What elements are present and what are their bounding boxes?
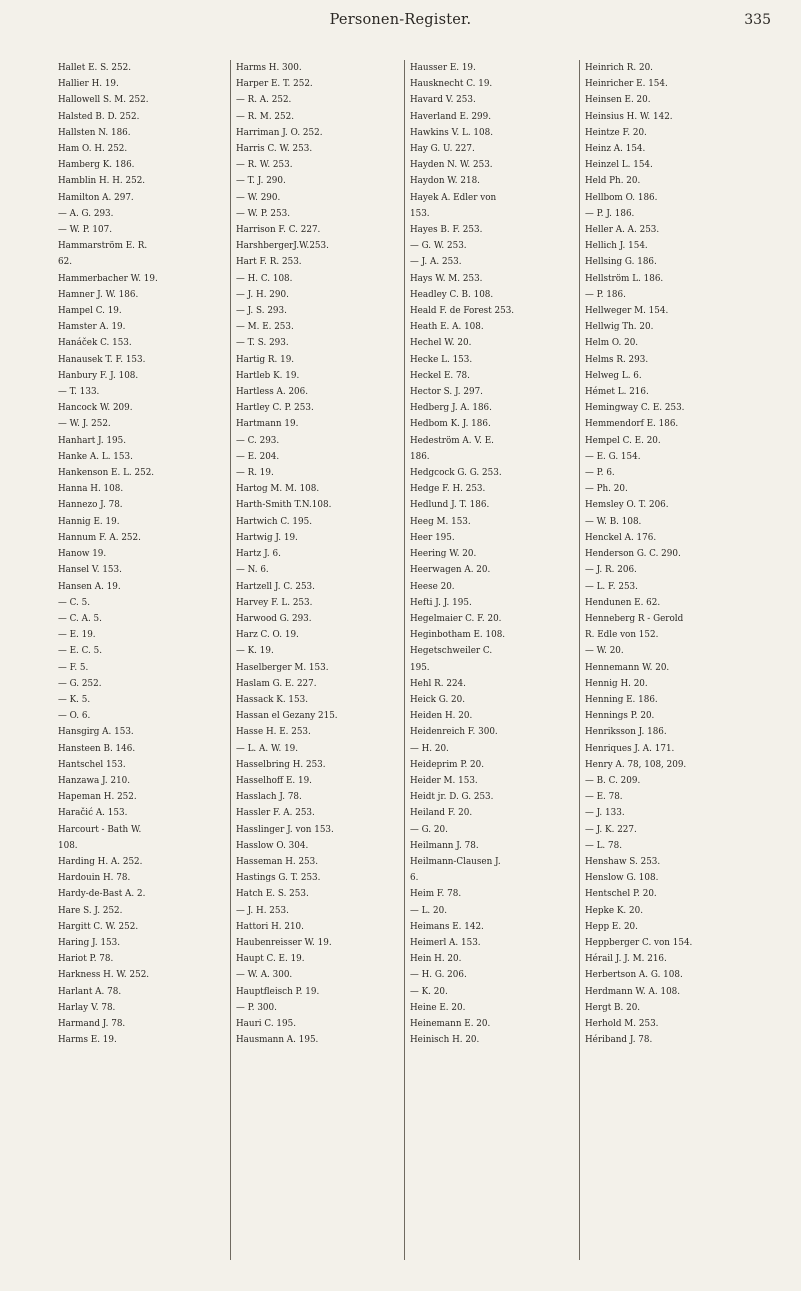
register-entry: Harriman J. O. 252. — [236, 127, 323, 138]
register-entry: Hellweger M. 154. — [585, 306, 669, 317]
register-column-1 — [58, 60, 230, 1260]
register-entry: Hasseman H. 253. — [236, 856, 319, 867]
register-entry: Hamilton A. 297. — [58, 192, 134, 203]
register-entry: — R. W. 253. — [236, 160, 293, 171]
register-entry: Hentschel P. 20. — [585, 889, 657, 900]
register-entry: — J. K. 227. — [585, 824, 637, 835]
register-column-3 — [404, 60, 579, 1260]
register-entry: — J. R. 206. — [585, 565, 637, 576]
register-entry: Hasselhoff E. 19. — [236, 775, 312, 786]
register-entry: — J. H. 290. — [236, 289, 289, 300]
register-entry: Harmand J. 78. — [58, 1018, 126, 1029]
register-entry: Hayden N. W. 253. — [410, 160, 493, 171]
register-entry: Heinisch H. 20. — [410, 1035, 480, 1046]
register-entry: — P. 6. — [585, 468, 615, 479]
register-entry: Headley C. B. 108. — [410, 289, 494, 300]
register-entry: Hellsing G. 186. — [585, 257, 657, 268]
register-entry: Helms R. 293. — [585, 354, 649, 365]
register-entry: — P. J. 186. — [585, 208, 635, 219]
register-entry: — K. 5. — [58, 694, 91, 705]
register-entry: Hegetschweiler C. — [410, 646, 493, 657]
register-entry: Heinricher E. 154. — [585, 79, 668, 90]
register-entry: Heidenreich F. 300. — [410, 727, 498, 738]
register-entry: Hedberg J. A. 186. — [410, 403, 492, 414]
register-entry: Hallet E. S. 252. — [58, 63, 131, 73]
register-entry: Heckel E. 78. — [410, 370, 470, 381]
register-entry: Halsted B. D. 252. — [58, 111, 140, 122]
register-entry: Hasse H. E. 253. — [236, 727, 311, 738]
register-entry: — R. A. 252. — [236, 95, 292, 106]
register-entry: Henry A. 78, 108, 209. — [585, 759, 687, 770]
register-entry: Herdmann W. A. 108. — [585, 986, 681, 997]
register-entry: 6. — [410, 873, 419, 884]
register-entry: — K. 19. — [236, 646, 274, 657]
register-entry: Hawkins V. L. 108. — [410, 127, 493, 138]
register-entry: Held Ph. 20. — [585, 176, 641, 187]
register-entry: Harper E. T. 252. — [236, 79, 313, 90]
register-entry: Hepp E. 20. — [585, 921, 638, 932]
register-entry: — R. M. 252. — [236, 111, 294, 122]
register-entry: Henneberg R - Gerold — [585, 613, 684, 624]
register-entry: Hanke A. L. 153. — [58, 451, 133, 462]
register-entry: — W. P. 253. — [236, 208, 291, 219]
register-entry: — J. S. 293. — [236, 306, 287, 317]
register-entry: Heer 195. — [410, 532, 455, 543]
register-entry: Hassler F. A. 253. — [236, 808, 315, 819]
register-entry: Hart F. R. 253. — [236, 257, 302, 268]
register-entry: Heinemann E. 20. — [410, 1018, 491, 1029]
register-entry: Ham O. H. 252. — [58, 144, 128, 155]
register-entry: Harz C. O. 19. — [236, 630, 299, 641]
register-entry: — K. 20. — [410, 986, 448, 997]
register-entry: Harwood G. 293. — [236, 613, 312, 624]
register-entry: Hémet L. 216. — [585, 387, 649, 398]
register-entry: Harvey F. L. 253. — [236, 597, 313, 608]
register-entry: Hennemann W. 20. — [585, 662, 670, 673]
register-entry: Hardouin H. 78. — [58, 873, 131, 884]
register-entry: Hartwig J. 19. — [236, 532, 298, 543]
register-entry: Hallier H. 19. — [58, 79, 119, 90]
register-entry: Haslam G. E. 227. — [236, 678, 317, 689]
register-entry: — H. C. 108. — [236, 273, 293, 284]
register-entry: — L. 78. — [585, 840, 623, 851]
register-entry: 195. — [410, 662, 430, 673]
register-entry: Hamster A. 19. — [58, 322, 126, 333]
register-entry: Hampel C. 19. — [58, 306, 122, 317]
register-entry: Hammarström E. R. — [58, 241, 148, 252]
register-entry: Hallowell S. M. 252. — [58, 95, 149, 106]
register-entry: — H. G. 206. — [410, 970, 467, 981]
register-entry: — E. 78. — [585, 792, 623, 803]
register-entry: Henriksson J. 186. — [585, 727, 667, 738]
register-entry: Harms E. 19. — [58, 1035, 117, 1046]
register-entry: — G. W. 253. — [410, 241, 467, 252]
register-entry: Henning E. 186. — [585, 694, 658, 705]
register-entry: Hanna H. 108. — [58, 484, 124, 495]
register-entry: Hardy-de-Bast A. 2. — [58, 889, 146, 900]
register-entry: Hedlund J. T. 186. — [410, 500, 490, 511]
register-entry: Hargitt C. W. 252. — [58, 921, 139, 932]
register-entry: Hammerbacher W. 19. — [58, 273, 158, 284]
register-entry: Hennig H. 20. — [585, 678, 648, 689]
register-entry: Heller A. A. 253. — [585, 225, 660, 236]
register-entry: — O. 6. — [58, 711, 91, 722]
register-entry: — M. E. 253. — [236, 322, 294, 333]
register-entry: Heintze F. 20. — [585, 127, 647, 138]
register-entry: 108. — [58, 840, 78, 851]
register-entry: Hartmann 19. — [236, 419, 299, 430]
register-entry: Haračić A. 153. — [58, 808, 128, 819]
register-entry: 62. — [58, 257, 72, 268]
register-entry: Hartzell J. C. 253. — [236, 581, 315, 592]
register-entry: Hays W. M. 253. — [410, 273, 483, 284]
register-entry: — P. 186. — [585, 289, 626, 300]
register-column-2 — [230, 60, 404, 1260]
register-entry: — T. 133. — [58, 387, 100, 398]
register-entry: — G. 252. — [58, 678, 102, 689]
register-entry: Heimerl A. 153. — [410, 937, 481, 948]
register-entry: — C. A. 5. — [58, 613, 102, 624]
register-entry: — H. 20. — [410, 743, 449, 754]
register-entry: Hausknecht C. 19. — [410, 79, 493, 90]
register-entry: Hancock W. 209. — [58, 403, 133, 414]
register-column-4 — [579, 60, 778, 1260]
register-entry: Hansteen B. 146. — [58, 743, 136, 754]
register-entry: Hausmann A. 195. — [236, 1035, 319, 1046]
register-entry: Heering W. 20. — [410, 549, 477, 560]
register-entry: Heeg M. 153. — [410, 516, 471, 527]
page-header-title: Personen-Register. — [329, 12, 472, 28]
register-entry: Hepke K. 20. — [585, 905, 643, 916]
register-entry: — C. 5. — [58, 597, 90, 608]
register-entry: Hedge F. H. 253. — [410, 484, 486, 495]
register-entry: Heinsen E. 20. — [585, 95, 651, 106]
register-entry: Hausser E. 19. — [410, 63, 476, 73]
register-entry: Hare S. J. 252. — [58, 905, 123, 916]
register-entry: Hasselbring H. 253. — [236, 759, 326, 770]
register-entry: Hegelmaier C. F. 20. — [410, 613, 502, 624]
register-entry: Henderson G. C. 290. — [585, 549, 681, 560]
register-entry: Hemsley O. T. 206. — [585, 500, 669, 511]
register-entry: Hauri C. 195. — [236, 1018, 296, 1029]
register-entry: Hannum F. A. 252. — [58, 532, 141, 543]
register-entry: Hassan el Gezany 215. — [236, 711, 338, 722]
register-entry: Hauptfleisch P. 19. — [236, 986, 320, 997]
register-entry: — T. S. 293. — [236, 338, 289, 349]
register-entry: — E. C. 5. — [58, 646, 103, 657]
register-entry: 186. — [410, 451, 430, 462]
register-entry: Hantschel 153. — [58, 759, 126, 770]
register-entry: Heald F. de Forest 253. — [410, 306, 515, 317]
register-entry: — E. 19. — [58, 630, 96, 641]
register-entry: Hartwich C. 195. — [236, 516, 312, 527]
register-entry: — J. H. 253. — [236, 905, 289, 916]
register-entry: Herhold M. 253. — [585, 1018, 659, 1029]
register-entry: Haydon W. 218. — [410, 176, 480, 187]
register-entry: Haselberger M. 153. — [236, 662, 329, 673]
register-entry: Hartless A. 206. — [236, 387, 309, 398]
register-entry: Hatch E. S. 253. — [236, 889, 309, 900]
register-entry: Harcourt - Bath W. — [58, 824, 142, 835]
register-entry: Hayek A. Edler von — [410, 192, 497, 203]
register-entry: Harding H. A. 252. — [58, 856, 143, 867]
register-entry: — Ph. 20. — [585, 484, 628, 495]
register-entry: Hasslow O. 304. — [236, 840, 309, 851]
register-entry: Haverland E. 299. — [410, 111, 492, 122]
register-entry: — C. 293. — [236, 435, 280, 446]
register-entry: Hellich J. 154. — [585, 241, 648, 252]
register-entry: Hansgirg A. 153. — [58, 727, 134, 738]
register-entry: Hedbom K. J. 186. — [410, 419, 491, 430]
register-entry: Hastings G. T. 253. — [236, 873, 321, 884]
register-entry: Hayes B. F. 253. — [410, 225, 483, 236]
register-entry: Hanzawa J. 210. — [58, 775, 131, 786]
register-entry: Hellbom O. 186. — [585, 192, 658, 203]
register-entry: — T. J. 290. — [236, 176, 286, 187]
register-entry: Helm O. 20. — [585, 338, 639, 349]
register-entry: — P. 300. — [236, 1002, 277, 1013]
register-entry: Heppberger C. von 154. — [585, 937, 693, 948]
register-entry: Hannezo J. 78. — [58, 500, 123, 511]
register-entry: Hennings P. 20. — [585, 711, 655, 722]
register-entry: — W. P. 107. — [58, 225, 113, 236]
register-entry: Heath E. A. 108. — [410, 322, 484, 333]
register-entry: — L. 20. — [410, 905, 448, 916]
register-entry: 153. — [410, 208, 430, 219]
register-entry: Hartig R. 19. — [236, 354, 295, 365]
register-entry: Heilmann J. 78. — [410, 840, 479, 851]
register-entry: R. Edle von 152. — [585, 630, 659, 641]
register-entry: Hanausek T. F. 153. — [58, 354, 146, 365]
register-entry: Hendunen E. 62. — [585, 597, 661, 608]
register-entry: Hattori H. 210. — [236, 921, 304, 932]
register-entry: Hapeman H. 252. — [58, 792, 137, 803]
register-entry: — W. 20. — [585, 646, 624, 657]
register-entry: Heidt jr. D. G. 253. — [410, 792, 494, 803]
register-entry: — W. 290. — [236, 192, 281, 203]
register-entry: Hanhart J. 195. — [58, 435, 127, 446]
register-entry: Hankenson E. L. 252. — [58, 468, 155, 479]
register-columns — [58, 60, 778, 1260]
register-entry: Hassack K. 153. — [236, 694, 308, 705]
register-entry: Heider M. 153. — [410, 775, 478, 786]
register-entry: Harkness H. W. 252. — [58, 970, 150, 981]
register-entry: Havard V. 253. — [410, 95, 476, 106]
register-entry: Hedgcock G. G. 253. — [410, 468, 502, 479]
register-entry: Hartleb K. 19. — [236, 370, 300, 381]
register-entry: Hartley C. P. 253. — [236, 403, 314, 414]
register-entry: Heese 20. — [410, 581, 455, 592]
register-entry: Haring J. 153. — [58, 937, 121, 948]
page-number: 335 — [744, 12, 771, 28]
register-entry: — R. 19. — [236, 468, 274, 479]
register-entry: Hecke L. 153. — [410, 354, 473, 365]
register-entry: Henriques J. A. 171. — [585, 743, 675, 754]
register-entry: Harlant A. 78. — [58, 986, 122, 997]
register-entry: — A. G. 293. — [58, 208, 114, 219]
register-entry: Hefti J. J. 195. — [410, 597, 472, 608]
register-entry: — B. C. 209. — [585, 775, 641, 786]
register-entry: Heinz A. 154. — [585, 144, 646, 155]
register-entry: Hellwig Th. 20. — [585, 322, 654, 333]
register-entry: Hérail J. J. M. 216. — [585, 954, 667, 965]
register-entry: — E. G. 154. — [585, 451, 641, 462]
register-entry: Heideprim P. 20. — [410, 759, 485, 770]
register-entry: Heick G. 20. — [410, 694, 466, 705]
register-entry: Hellström L. 186. — [585, 273, 664, 284]
register-entry: Henshaw S. 253. — [585, 856, 661, 867]
register-entry: Heerwagen A. 20. — [410, 565, 491, 576]
register-entry: — L. F. 253. — [585, 581, 638, 592]
register-entry: Hempel C. E. 20. — [585, 435, 661, 446]
register-entry: — F. 5. — [58, 662, 89, 673]
register-entry: Hergt B. 20. — [585, 1002, 641, 1013]
register-entry: Heimans E. 142. — [410, 921, 484, 932]
register-entry: Hanow 19. — [58, 549, 107, 560]
register-entry: Helweg L. 6. — [585, 370, 642, 381]
register-entry: Heiland F. 20. — [410, 808, 473, 819]
register-entry: Hariot P. 78. — [58, 954, 114, 965]
register-entry: Hay G. U. 227. — [410, 144, 475, 155]
register-entry: — G. 20. — [410, 824, 448, 835]
register-entry: Hannig E. 19. — [58, 516, 120, 527]
register-entry: — J. A. 253. — [410, 257, 462, 268]
register-entry: — L. A. W. 19. — [236, 743, 299, 754]
register-entry: Heiden H. 20. — [410, 711, 473, 722]
register-entry: Harth-Smith T.N.108. — [236, 500, 332, 511]
register-entry: Heinsius H. W. 142. — [585, 111, 673, 122]
register-entry: Herbertson A. G. 108. — [585, 970, 683, 981]
register-entry: Hanáček C. 153. — [58, 338, 132, 349]
register-entry: Hector S. J. 297. — [410, 387, 483, 398]
register-entry: Hechel W. 20. — [410, 338, 472, 349]
register-entry: Hedeström A. V. E. — [410, 435, 494, 446]
register-entry: — J. 133. — [585, 808, 625, 819]
register-entry: — N. 6. — [236, 565, 269, 576]
register-entry: Harms H. 300. — [236, 63, 302, 73]
register-entry: Heine E. 20. — [410, 1002, 466, 1013]
register-entry: Hehl R. 224. — [410, 678, 466, 689]
register-entry: Hamblin H. H. 252. — [58, 176, 146, 187]
register-entry: Heinrich R. 20. — [585, 63, 653, 73]
register-entry: Hemingway C. E. 253. — [585, 403, 685, 414]
register-entry: Haubenreisser W. 19. — [236, 937, 332, 948]
register-entry: Hansen A. 19. — [58, 581, 121, 592]
register-entry: Hasslinger J. von 153. — [236, 824, 334, 835]
register-entry: — W. A. 300. — [236, 970, 293, 981]
register-entry: Heginbotham E. 108. — [410, 630, 506, 641]
register-entry: Hartog M. M. 108. — [236, 484, 320, 495]
register-entry: Hamberg K. 186. — [58, 160, 135, 171]
register-entry: Harlay V. 78. — [58, 1002, 116, 1013]
register-entry: Hartz J. 6. — [236, 549, 281, 560]
register-entry: Harris C. W. 253. — [236, 144, 313, 155]
register-entry: Hamner J. W. 186. — [58, 289, 139, 300]
register-entry: Heinzel L. 154. — [585, 160, 653, 171]
register-entry: — W. B. 108. — [585, 516, 642, 527]
register-entry: Hanbury F. J. 108. — [58, 370, 139, 381]
register-entry: Heim F. 78. — [410, 889, 462, 900]
register-entry: Hallsten N. 186. — [58, 127, 131, 138]
register-entry: Haupt C. E. 19. — [236, 954, 305, 965]
register-entry: Hasslach J. 78. — [236, 792, 302, 803]
register-entry: Henckel A. 176. — [585, 532, 657, 543]
register-entry: Heilmann-Clausen J. — [410, 856, 501, 867]
register-entry: Hériband J. 78. — [585, 1035, 653, 1046]
register-entry: — W. J. 252. — [58, 419, 111, 430]
register-entry: Hansel V. 153. — [58, 565, 122, 576]
register-entry: — E. 204. — [236, 451, 280, 462]
register-entry: Henslow G. 108. — [585, 873, 659, 884]
register-entry: HarshbergerJ.W.253. — [236, 241, 329, 252]
register-entry: Hein H. 20. — [410, 954, 462, 965]
register-entry: Hemmendorf E. 186. — [585, 419, 679, 430]
register-entry: Harrison F. C. 227. — [236, 225, 321, 236]
